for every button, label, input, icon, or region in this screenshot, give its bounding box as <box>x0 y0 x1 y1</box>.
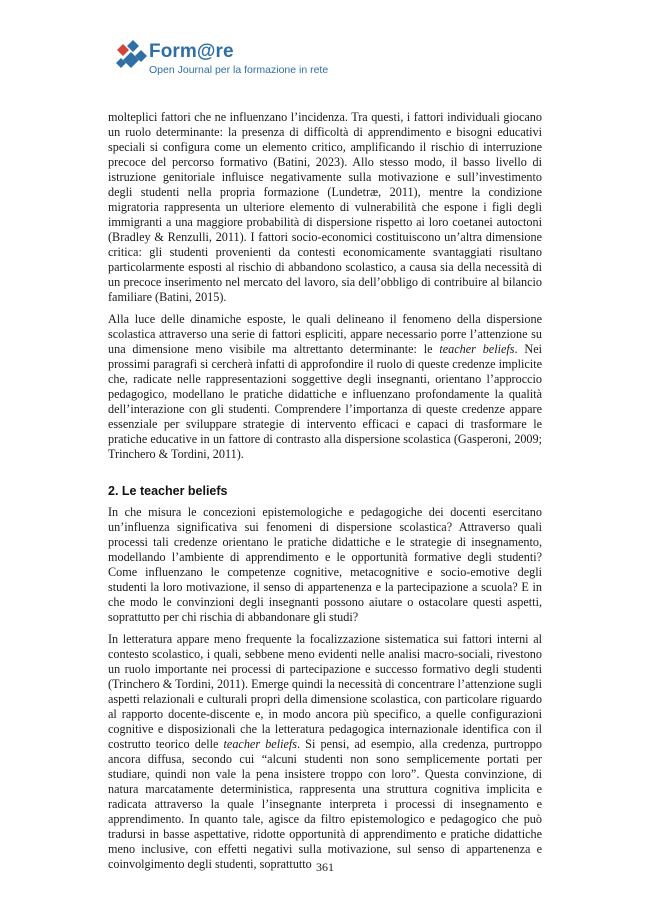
paragraph-1-text: molteplici fattori che ne influenzano l’incidenza. Tra questi, i fattori individuali giocano un ruolo determinante: la presenza di difficoltà di apprendimento e bisogni educativi speciali si configura come un elemento critico, amplificando il rischio di interruzione precoce del percorso formativo (Batini, 2023). Allo stesso modo, il basso livello di istruzione genitoriale influisce negativamente sulla motivazione e sull’investimento degli studenti nella propria formazione (Lundetræ, 2011), mentre la condizione migratoria rappresenta un ulteriore elemento di vulnerabilità che espone i figli degli immigranti a una maggiore probabilità di dispersione rispetto ai loro coetanei autoctoni (Bradley & Renzulli, 2011). I fattori socio-economici costituiscono un’altra dimensione critica: gli studenti provenienti da contesti economicamente svantaggiati risultano particolarmente esposti al rischio di abbandono scolastico, a causa sia della necessità di un precoce inserimento nel mercato del lavoro, sia dell’obbligo di contribuire al bilancio familiare (Batini, 2015). <box>108 110 542 304</box>
section-heading: 2. Le teacher beliefs <box>108 484 228 498</box>
paragraph-2-emphasis: teacher beliefs <box>439 342 515 356</box>
page-number: 361 <box>316 860 334 874</box>
paragraph-3-text: In che misura le concezioni epistemologiche e pedagogiche dei docenti esercitano un’influenza significativa sui fenomeni di dispersione scolastica? Attraverso quali processi tali credenze orientano le pratiche didattiche e le strategie di insegnamento, modellando l’ambiente di apprendimento e le opportunità formative degli studenti? Come influenzano le competenze cognitive, metacognitive e socio-emotive degli studenti la loro motivazione, il senso di appartenenza e la partecipazione a scuola? E in che modo le convinzioni degli insegnanti possono aiutare o ostacolare questi aspetti, soprattutto per chi rischia di abbandonare gli studi? <box>108 505 542 624</box>
paragraph-4 <box>108 632 542 872</box>
article-body <box>108 110 542 879</box>
paragraph-4-text-a: In letteratura appare meno frequente la focalizzazione sistematica sui fattori interni al contesto scolastico, i quali, sebbene meno evidenti nelle analisi macro-sociali, rivestono un ruolo importante nei processi di partecipazione e successo formativo degli studenti (Trinchero & Tordini, 2011). Emerge quindi la necessità di concentrare l’attenzione sugli aspetti relazionali e culturali propri della dimensione scolastica, con particolare riguardo al rapporto docente-discente e, in modo ancora più specifico, a quelle configurazioni cognitive e disposizionali che la letteratura pedagogica internazionale identifica con il costrutto teorico delle <box>108 632 542 751</box>
journal-logo-icon <box>113 38 153 74</box>
paragraph-2-text-a: Alla luce delle dinamiche esposte, le quali delineano il fenomeno della dispersione scolastica attraverso una serie di fattori espliciti, appare necessario porre l’attenzione su una dimensione meno visibile ma altrettanto determinante: le <box>108 312 542 356</box>
journal-header <box>113 38 373 78</box>
paragraph-3 <box>108 505 542 625</box>
paragraph-4-emphasis: teacher beliefs <box>223 737 298 751</box>
journal-brand: Form@re <box>149 41 234 62</box>
paragraph-2-text-b: . Nei prossimi paragrafi si cercherà infatti di approfondire il ruolo di queste credenze implicite che, radicate nelle rappresentazioni soggettive degli insegnanti, orientano l’approccio pedagogico, modellano le pratiche didattiche e influenzano profondamente la qualità dell’interazione con gli studenti. Comprendere l’importanza di queste credenze appare essenziale per sviluppare strategie di intervento efficaci e capaci di trasformare le pratiche educative in un fattore di contrasto alla dispersione scolastica (Gasperoni, 2009; Trinchero & Tordini, 2011). <box>108 342 543 461</box>
paragraph-1 <box>108 110 542 305</box>
paragraph-2 <box>108 312 542 462</box>
paragraph-4-text-b: . Si pensi, ad esempio, alla credenza, purtroppo ancora diffusa, secondo cui “alcuni studenti non sono semplicemente portati per studiare, quindi non vale la pena insistere troppo con loro”. Questa convinzione, di natura marcatamente deterministica, rappresenta una struttura cognitiva implicita e radicata attraverso la quale l’insegnante interpreta i processi di insegnamento e apprendimento. In quanto tale, agisce da filtro epistemologico e pedagogico che può tradursi in basse aspettative, ridotte opportunità di apprendimento e pratiche didattiche meno inclusive, con effetti negativi sulla motivazione, sul senso di appartenenza e coinvolgimento degli studenti, soprattutto <box>108 737 542 871</box>
journal-tagline: Open Journal per la formazione in rete <box>149 64 329 76</box>
